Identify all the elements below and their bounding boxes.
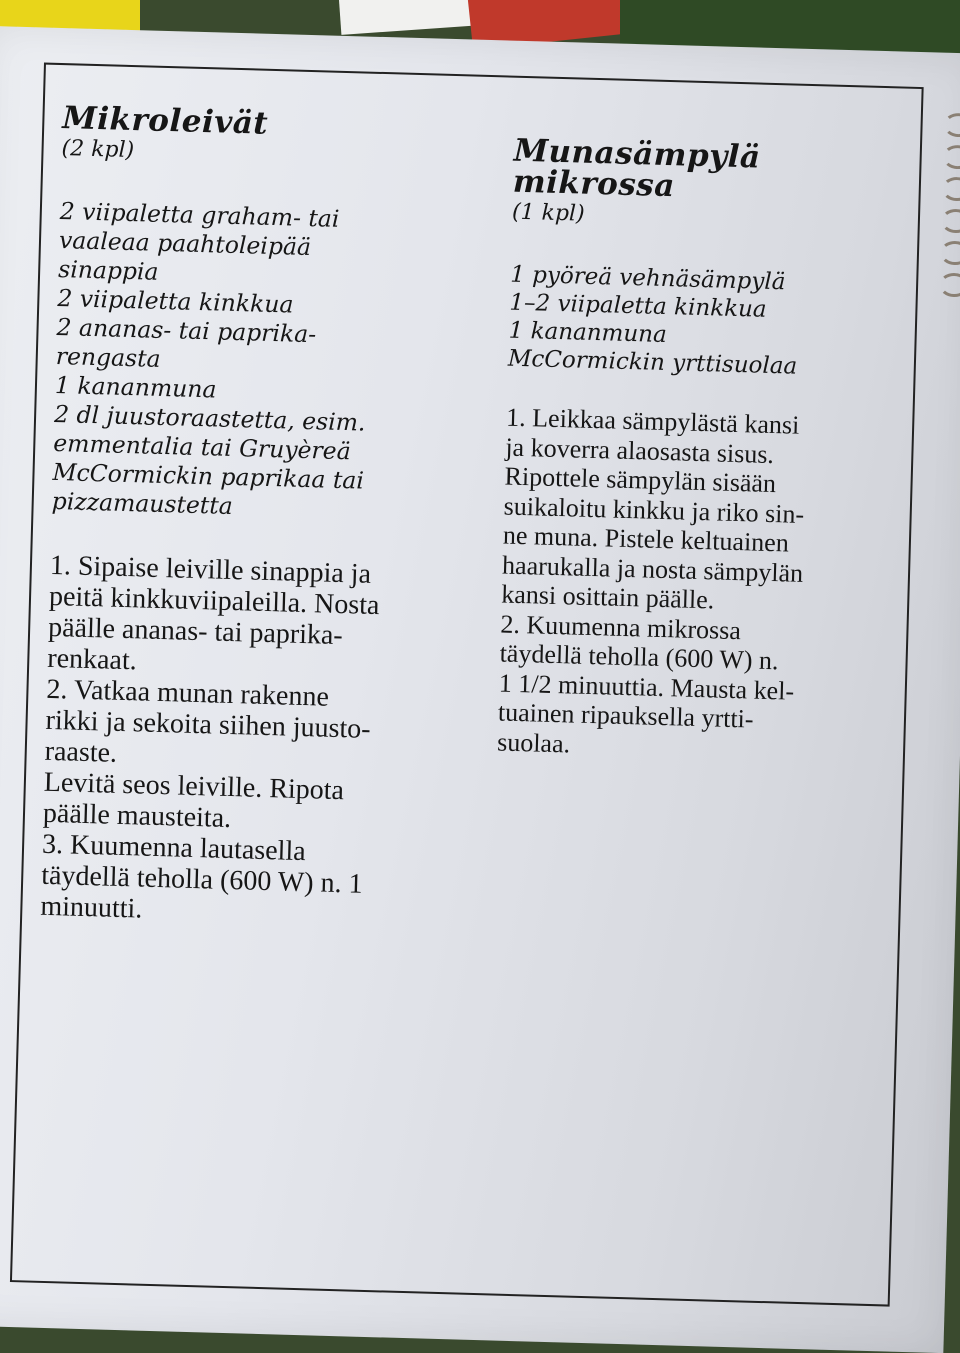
instruction-line: 2. Kuumenna mikrossa: [500, 608, 742, 645]
instruction-line: päälle mausteita.: [42, 797, 232, 835]
spiral-ring: [939, 273, 960, 298]
ingredient-line: sinappia: [57, 255, 159, 286]
ingredient-line: rengasta: [55, 341, 162, 373]
instruction-line: täydellä teholla (600 W) n. 1: [40, 859, 364, 900]
instruction-line: tuainen ripauksella yrtti-: [497, 697, 754, 734]
instruction-line: 2. Vatkaa munan rakenne: [46, 673, 330, 713]
spiral-ring: [942, 145, 960, 170]
instruction-line: rikki ja sekoita siihen juusto-: [45, 704, 372, 745]
recipe-frame: [10, 63, 924, 1307]
ingredient-line: 2 ananas- tai paprika-: [56, 312, 317, 349]
instruction-line: ja koverra alaosasta sisus.: [505, 432, 775, 469]
recipe-title: [512, 132, 914, 209]
recipe-title-line: mikrossa: [512, 163, 676, 205]
instruction-line: raaste.: [44, 735, 118, 769]
ingredient-line: 2 viipaletta kinkkua: [57, 283, 294, 319]
instruction-steps: [497, 403, 907, 768]
ingredient-line: 1 pyöreä vehnäsämpylä: [509, 261, 786, 296]
spiral-ring: [943, 113, 960, 138]
recipe-yield: (2 kpl): [61, 136, 135, 164]
recipe-mikroleivat: [40, 65, 494, 934]
instruction-line: Levitä seos leiville. Ripota: [43, 766, 345, 807]
recipe-yield: (1 kpl): [511, 199, 585, 227]
instruction-line: suikaloitu kinkku ja riko sin-: [503, 491, 805, 529]
spiral-ring: [940, 241, 960, 266]
ingredient-line: 1 kananmuna: [508, 317, 668, 349]
ingredient-line: vaaleaa paahtoleipää: [58, 226, 312, 262]
recipe-title: Mikroleivät: [61, 100, 269, 142]
instruction-line: kansi osittain päälle.: [500, 579, 715, 615]
cookbook-page: [0, 26, 960, 1353]
ingredient-list: [51, 197, 490, 528]
ingredient-line: pizzamaustetta: [51, 486, 234, 520]
instruction-line: päälle ananas- tai paprika-: [47, 611, 344, 652]
instruction-line: Ripottele sämpylän sisään: [504, 461, 777, 499]
ingredient-line: 2 dl juustoraastetta, esim.: [53, 399, 366, 437]
ingredient-line: McCormickin yrttisuolaa: [507, 345, 798, 380]
instruction-line: haarukalla ja nosta sämpylän: [501, 550, 804, 588]
instruction-line: peitä kinkkuviipaleilla. Nosta: [48, 580, 380, 622]
instruction-line: täydellä teholla (600 W) n.: [499, 638, 779, 676]
instruction-line: 1. Leikkaa sämpylästä kansi: [505, 402, 800, 440]
instruction-line: suolaa.: [496, 726, 571, 758]
instruction-line: renkaat.: [46, 642, 138, 677]
ingredient-line: emmentalia tai Gruyèreä: [52, 428, 352, 466]
ingredient-line: 1 kananmuna: [54, 370, 217, 404]
ingredient-list: [508, 261, 911, 384]
spiral-ring: [941, 209, 960, 234]
ingredient-line: 1–2 viipaletta kinkkua: [509, 289, 767, 323]
recipe-title-line: Munasämpylä: [513, 132, 762, 176]
instruction-line: 1 1/2 minuuttia. Mausta kel-: [498, 667, 795, 706]
background-paper-scrap: [339, 0, 481, 35]
instruction-line: minuutti.: [40, 890, 143, 925]
instruction-line: 1. Sipaise leiville sinappia ja: [49, 549, 372, 590]
spiral-binding: [932, 113, 960, 314]
instruction-steps: [40, 550, 480, 934]
recipe-munasampyla: [497, 78, 916, 768]
ingredient-line: McCormickin paprikaa tai: [52, 457, 365, 495]
instruction-line: ne muna. Pistele keltuainen: [502, 520, 790, 558]
instruction-line: 3. Kuumenna lautasella: [41, 828, 307, 868]
spiral-ring: [941, 177, 960, 202]
ingredient-line: 2 viipaletta graham- tai: [59, 197, 340, 233]
